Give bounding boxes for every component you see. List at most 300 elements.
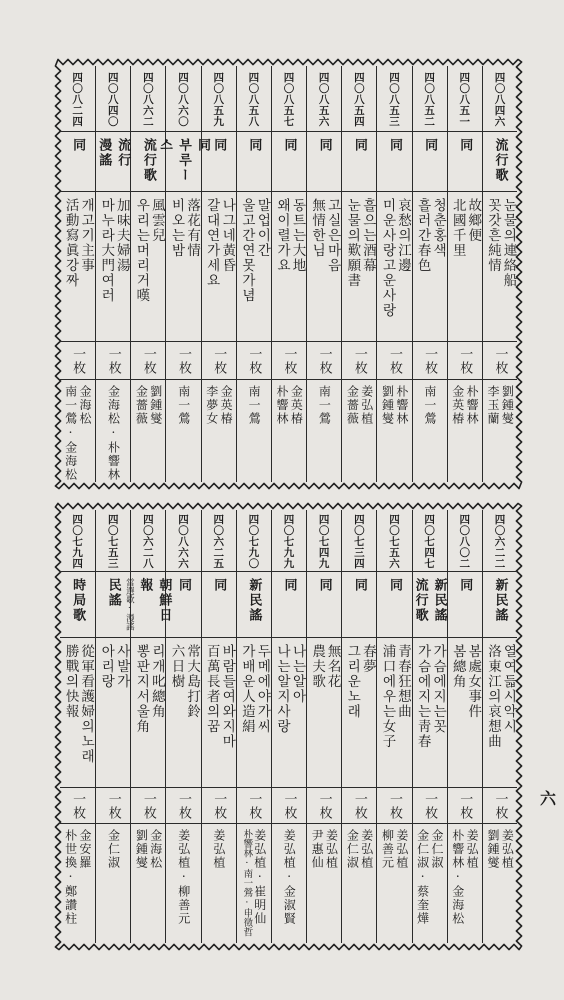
song-title: 無情한님 [309,198,326,258]
performer-name: 劉鍾燮 [134,829,149,870]
disc-quantity: 一枚 [351,346,367,375]
performers-cell [413,380,447,482]
performer-name: 金薔薇 [134,385,149,426]
performers-cell [307,824,341,943]
song-title: 從軍看護婦의노래 [78,644,95,764]
genre-label: 流行歌 [140,138,156,183]
disc-quantity: 一枚 [492,346,508,375]
song-titles-cell [131,638,165,788]
disc-quantity: 一枚 [281,346,297,375]
song-title: 봄處女事件 [465,644,482,719]
performer-name: 朴響林·金海松 [450,829,465,926]
catalog-entry-column [447,510,482,943]
performers-cell [166,380,200,482]
record-number-cell [272,510,306,572]
performers-cell [342,824,376,943]
performer-name: 金英椿 [219,385,234,426]
disc-quantity: 一枚 [457,791,473,820]
performer-name: 姜弘植 [324,829,339,870]
disc-quantity: 一枚 [492,791,508,820]
disc-quantity: 一枚 [386,791,402,820]
catalog-entry-column [482,510,517,943]
catalog-entry-column [306,66,341,482]
song-title: 浦口에우는女子 [379,644,396,749]
genre-label: 同 [316,138,332,153]
record-number-cell [166,510,200,572]
catalog-entry-column [482,66,517,482]
song-title: 가슴에지는꼿 [430,644,447,734]
performer-name: 姜弘植 [394,829,409,870]
performer-name: 柳善元 [380,829,395,870]
song-titles-cell [342,638,376,788]
record-number-cell [413,510,447,572]
catalog-entry-column [412,510,447,943]
genre-label: 同 [351,138,367,153]
genre-label: 同 [457,578,473,593]
song-titles-cell [272,638,306,788]
record-number-cell [377,66,411,132]
song-title: 흘으는酒幕 [359,198,376,273]
record-number: 四〇六二二 [493,514,506,569]
performer-name: 姜弘植·柳善元 [176,829,191,926]
song-titles-cell [413,638,447,788]
song-titles-cell [96,192,130,342]
performers-cell [166,824,200,943]
genre-cell [483,132,517,192]
record-number: 四〇八二四 [71,72,84,127]
song-title: 열여듧시악시 [500,644,517,734]
record-number: 四〇六二五 [212,514,225,569]
genre-cell [448,572,482,638]
quantity-cell [272,788,306,824]
record-catalog-table-upper [60,66,517,482]
song-titles-cell [237,638,271,788]
song-title: 눈물의歎願書 [344,198,361,288]
genre-cell [272,132,306,192]
genre-cell [237,572,271,638]
song-title: 청춘홍색 [430,198,447,258]
disc-quantity: 一枚 [422,791,438,820]
record-number-cell [60,66,95,132]
performer-name: 金仁淑 [345,829,360,870]
genre-cell [413,572,447,638]
genre-label: 新民謠 [431,578,447,623]
song-title: 加味夫婦湯 [113,198,130,273]
performer-name: 金仁淑 [430,829,445,870]
record-number-cell [96,510,130,572]
catalog-entry-column [60,66,95,482]
song-titles-cell [377,638,411,788]
record-number: 四〇八四〇 [106,72,119,127]
catalog-entry-column [271,66,306,482]
song-title: 故鄉便 [465,198,482,243]
genre-label: 流行歌 [492,138,508,183]
performers-cell [131,380,165,482]
quantity-cell [413,342,447,380]
record-number-cell [307,66,341,132]
catalog-entry-column [95,66,130,482]
song-title: 青春狂想曲 [394,644,411,719]
performers-cell [202,824,236,943]
genre-cell [124,572,172,638]
genre-label: 同 [70,138,86,153]
performers-cell [342,380,376,482]
disc-quantity: 一枚 [70,346,86,375]
catalog-entry-column [124,510,172,943]
record-number-cell [272,66,306,132]
record-number: 四〇八六〇 [177,72,190,127]
genre-label: 同 [281,138,297,153]
quantity-cell [307,788,341,824]
quantity-cell [342,788,376,824]
performer-name: 南一鶯 [317,385,332,426]
record-number-cell [60,510,95,572]
quantity-cell [237,788,271,824]
song-title: 常大島打鈴 [184,644,201,719]
genre-label: 同 [457,138,473,153]
quantity-cell [166,342,200,380]
record-number: 四〇七九九 [282,514,295,569]
record-number-cell [483,510,517,572]
disc-quantity: 一枚 [422,346,438,375]
record-number-cell [483,66,517,132]
genre-cell [342,572,376,638]
catalog-entry-column [130,66,165,482]
genre-label: 時局歌 [70,578,86,623]
disc-quantity: 一枚 [457,346,473,375]
performer-name: 朴響林·南一鶯·申徵哲 [241,829,253,937]
performer-name: 金英椿 [450,385,465,426]
quantity-cell [60,788,95,824]
record-number-cell [131,66,165,132]
record-number: 四〇八五六 [317,72,330,127]
record-number-cell [131,510,165,572]
genre-cell [60,132,95,192]
genre-label: 同 [316,578,332,593]
genre-label: 同 [422,138,438,153]
song-title: 리개叱總角 [148,644,165,719]
song-title: 勝戰의快報 [62,644,79,719]
song-title: 봄總角 [449,644,466,689]
disc-quantity: 一枚 [316,346,332,375]
record-number: 四〇八五一 [458,72,471,127]
record-number: 四〇八五九 [212,72,225,127]
performers-cell [377,380,411,482]
performer-name: 尹惠仙 [310,829,325,870]
disc-quantity: 一枚 [386,346,402,375]
song-title: 바람들여와지마 [219,644,236,749]
genre-label: 新民謠 [246,578,262,623]
song-titles-cell [377,192,411,342]
catalog-entry-column [236,510,271,943]
song-title: 말업이간 [254,198,271,258]
disc-quantity: 一枚 [211,346,227,375]
performer-name: 姜弘植 [359,829,374,870]
performer-name: 金仁淑·蔡奎燁 [415,829,430,926]
record-number: 四〇六二八 [141,514,154,569]
song-titles-cell [166,638,200,788]
genre-label: 朝鮮日報 [137,578,172,623]
record-number-cell [202,510,236,572]
song-title: 百萬長者의꿈 [203,644,220,734]
disc-quantity: 一枚 [316,791,332,820]
performer-name: 李玉蘭 [485,385,500,426]
song-titles-cell [60,192,95,342]
quantity-cell [413,788,447,824]
song-title: 동트는大地 [289,198,306,273]
genre-cell [131,132,165,192]
song-title: 갈대연가세요 [203,198,220,288]
song-title: 洛東江의哀想曲 [484,644,501,749]
disc-quantity: 一枚 [70,791,86,820]
song-title: 비오는밤 [168,198,185,258]
record-number: 四〇八五二 [423,72,436,127]
performers-cell [272,380,306,482]
quantity-cell [202,788,236,824]
quantity-cell [448,788,482,824]
song-title: 마누라大門여러 [98,198,115,303]
song-title: 春夢 [359,644,376,674]
song-title: 北國千里 [449,198,466,258]
song-title: 風雲兒 [148,198,165,243]
performer-name: 朴響林 [275,385,290,426]
performers-cell [237,824,271,943]
song-title: 그리운노래 [344,644,361,719]
genre-cell [157,132,211,192]
performer-name: 南一鶯 [247,385,262,426]
genre-label: 民謠 [105,578,121,608]
performers-cell [448,824,482,943]
catalog-entry-column [306,510,341,943]
song-titles-cell [131,192,165,342]
record-number-cell [307,510,341,572]
genre-label: 流行 [115,138,131,168]
performers-cell [307,380,341,482]
performer-name: 劉鍾燮 [380,385,395,426]
catalog-entry-column [201,66,236,482]
quantity-cell [377,788,411,824]
song-title: 흘러간春色 [414,198,431,273]
genre-cell [483,572,517,638]
catalog-entry-column [447,66,482,482]
performers-cell [96,824,130,943]
genre-label: 當選歌·漫謠 [124,578,135,631]
record-number-cell [342,510,376,572]
performer-name: 南一鶯·金海松 [63,385,78,482]
song-title: 落花有情 [184,198,201,258]
record-catalog-table-lower [60,510,517,943]
disc-quantity: 一枚 [176,791,192,820]
song-title: 活動寫眞강짜 [62,198,79,288]
performer-name: 金仁淑 [106,829,121,870]
performers-cell [413,824,447,943]
song-title: 왜이렬가요 [274,198,291,273]
performer-name: 姜弘植 [359,385,374,426]
genre-label: 漫謠 [96,138,112,168]
record-number: 四〇八五四 [352,72,365,127]
performers-cell [448,380,482,482]
song-titles-cell [60,638,95,788]
genre-cell [272,572,306,638]
genre-label: 同 [176,578,192,593]
performer-name: 姜弘植 [465,829,480,870]
song-title: 農夫歌 [309,644,326,689]
song-titles-cell [448,638,482,788]
quantity-cell [96,342,130,380]
record-number: 四〇八六二 [141,72,154,127]
song-titles-cell [202,192,236,342]
disc-quantity: 一枚 [351,791,367,820]
catalog-entry-column [201,510,236,943]
song-titles-cell [202,638,236,788]
record-number: 四〇八五八 [247,72,260,127]
record-number-cell [202,66,236,132]
catalog-entry-column [376,510,411,943]
record-number: 四〇七四七 [423,514,436,569]
record-number-cell [448,66,482,132]
genre-cell [413,132,447,192]
catalog-entry-column [271,510,306,943]
song-titles-cell [342,192,376,342]
song-title: 哀愁의江邊 [394,198,411,273]
record-number: 四〇八六六 [177,514,190,569]
performer-name: 金英椿 [289,385,304,426]
quantity-cell [60,342,95,380]
record-number-cell [413,66,447,132]
record-number: 四〇七九四 [71,514,84,569]
performers-cell [237,380,271,482]
song-title: 개고기主事 [78,198,95,273]
song-title: 나그네黃昏 [219,198,236,273]
performers-cell [60,824,95,943]
record-number-cell [96,66,130,132]
performers-cell [483,380,517,482]
record-number: 四〇七九〇 [247,514,260,569]
quantity-cell [483,342,517,380]
genre-label: 同 [211,578,227,593]
performer-name: 朴響林 [465,385,480,426]
song-title: 미운사랑고운사랑 [379,198,396,318]
song-title: 고실은마음 [324,198,341,273]
quantity-cell [166,788,200,824]
record-number-cell [342,66,376,132]
disc-quantity: 一枚 [140,791,156,820]
catalog-entry-column [341,66,376,482]
catalog-entry-column [95,510,130,943]
disc-quantity: 一枚 [105,791,121,820]
song-title: 꼿갓흔純情 [484,198,501,273]
quantity-cell [448,342,482,380]
catalog-entry-column [412,66,447,482]
song-title: 눈물의連絡船 [500,198,517,288]
quantity-cell [131,788,165,824]
genre-cell [237,132,271,192]
song-title: 울고간연못가념 [238,198,255,303]
genre-label: 同 [351,578,367,593]
genre-cell [96,132,130,192]
performers-cell [483,824,517,943]
genre-label: 同 [386,578,402,593]
performers-cell [131,824,165,943]
performer-name: 金安羅 [77,829,92,870]
quantity-cell [377,342,411,380]
catalog-entry-column [165,510,200,943]
genre-cell [377,132,411,192]
record-number-cell [377,510,411,572]
record-number: 四〇八〇二 [458,514,471,569]
performer-name: 金薔薇 [345,385,360,426]
disc-quantity: 一枚 [105,346,121,375]
song-title: 나는알지사랑 [274,644,291,734]
genre-cell [342,132,376,192]
performer-name: 姜弘植·崔明仙 [252,829,267,926]
performer-name: 姜弘植·金淑賢 [282,829,297,926]
catalog-entry-column [376,66,411,482]
performers-cell [60,380,95,482]
performer-name: 金海松 [148,829,163,870]
genre-cell [377,572,411,638]
song-title: 우리는머리거嘆 [133,198,150,303]
performer-name: 劉鍾燮 [485,829,500,870]
disc-quantity: 一枚 [140,346,156,375]
genre-label: 新民謠 [492,578,508,623]
song-title: 뽕판지서울角 [133,644,150,734]
performer-name: 李夢女 [204,385,219,426]
performer-name: 南一鶯 [422,385,437,426]
genre-label: 同 [386,138,402,153]
song-titles-cell [448,192,482,342]
song-title: 가배운人造絹 [238,644,255,734]
record-number-cell [448,510,482,572]
record-number: 四〇七三四 [352,514,365,569]
quantity-cell [96,788,130,824]
quantity-cell [237,342,271,380]
catalog-entry-column [60,510,95,943]
performer-name: 朴世換·鄭讚柱 [63,829,78,926]
performers-cell [377,824,411,943]
catalog-entry-column [236,66,271,482]
song-titles-cell [307,638,341,788]
disc-quantity: 一枚 [281,791,297,820]
record-number: 四〇八四六 [493,72,506,127]
quantity-cell [307,342,341,380]
record-number: 四〇八五七 [282,72,295,127]
genre-label: 同 [246,138,262,153]
genre-cell [202,572,236,638]
song-title: 나는알아 [289,644,306,704]
performer-name: 南一鶯 [176,385,191,426]
disc-quantity: 一枚 [246,791,262,820]
song-title: 가슴에지는靑春 [414,644,431,749]
catalog-entry-column [341,510,376,943]
performer-name: 劉鍾燮 [148,385,163,426]
song-title: 六日樹 [168,644,185,689]
performer-name: 金海松 [77,385,92,426]
song-title: 두메에야가씨 [254,644,271,734]
genre-cell [307,572,341,638]
song-titles-cell [96,638,130,788]
performer-name: 姜弘植 [211,829,226,870]
quantity-cell [483,788,517,824]
song-titles-cell [413,192,447,342]
song-titles-cell [307,192,341,342]
record-number-cell [166,66,200,132]
quantity-cell [202,342,236,380]
genre-label: 同 [195,138,211,153]
genre-cell [60,572,95,638]
performers-cell [202,380,236,482]
record-number-cell [237,510,271,572]
